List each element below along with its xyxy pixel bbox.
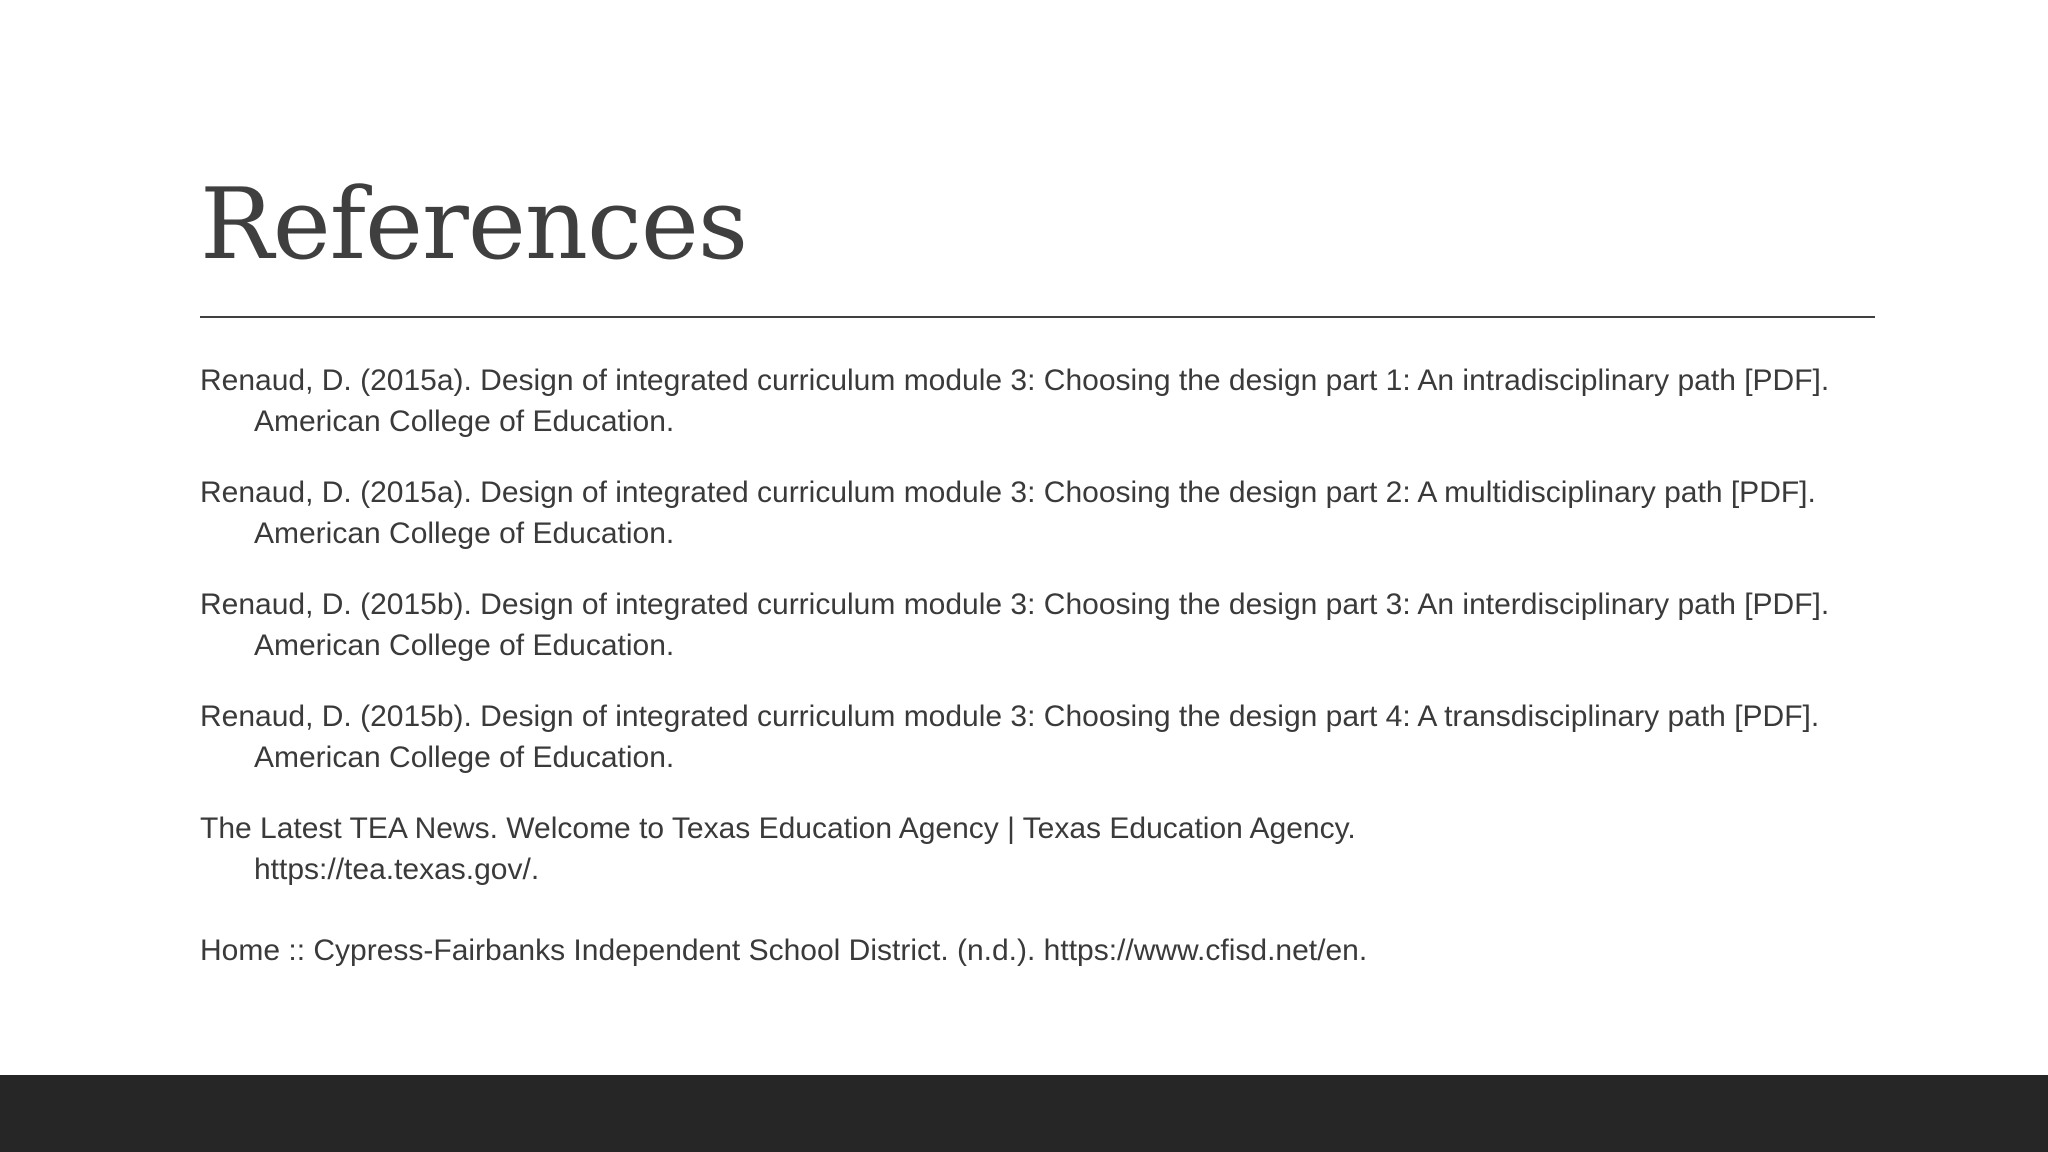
- reference-text: Renaud, D. (2015b). Design of integrated curriculum module 3: Choosing the design part 4: A transdisciplinary path [PDF]. American College of Education.: [200, 700, 1820, 774]
- reference-item: [200, 472, 1920, 554]
- reference-url: https://tea.texas.gov/.: [254, 853, 540, 886]
- footer-bar: [0, 1075, 2048, 1152]
- reference-text: Renaud, D. (2015a). Design of integrated curriculum module 3: Choosing the design part 1: An intradisciplinary path [PDF]. American College of Education.: [200, 364, 1830, 438]
- reference-item: [200, 930, 1920, 971]
- reference-text: Home :: Cypress-Fairbanks Independent School District. (n.d.). https://www.cfisd.net/en.: [200, 934, 1368, 967]
- slide-title: References: [200, 168, 748, 282]
- title-divider: [200, 316, 1875, 318]
- reference-item: [200, 584, 1920, 666]
- reference-text: The Latest TEA News. Welcome to Texas Education Agency | Texas Education Agency.: [200, 812, 1356, 845]
- reference-text: Renaud, D. (2015b). Design of integrated curriculum module 3: Choosing the design part 3: An interdisciplinary path [PDF]. American College of Education.: [200, 588, 1830, 662]
- reference-item: [200, 696, 1920, 778]
- reference-item: [200, 360, 1920, 442]
- references-list: [200, 360, 1920, 1001]
- reference-item: [200, 808, 1920, 890]
- reference-text: Renaud, D. (2015a). Design of integrated curriculum module 3: Choosing the design part 2: A multidisciplinary path [PDF]. American College of Education.: [200, 476, 1816, 550]
